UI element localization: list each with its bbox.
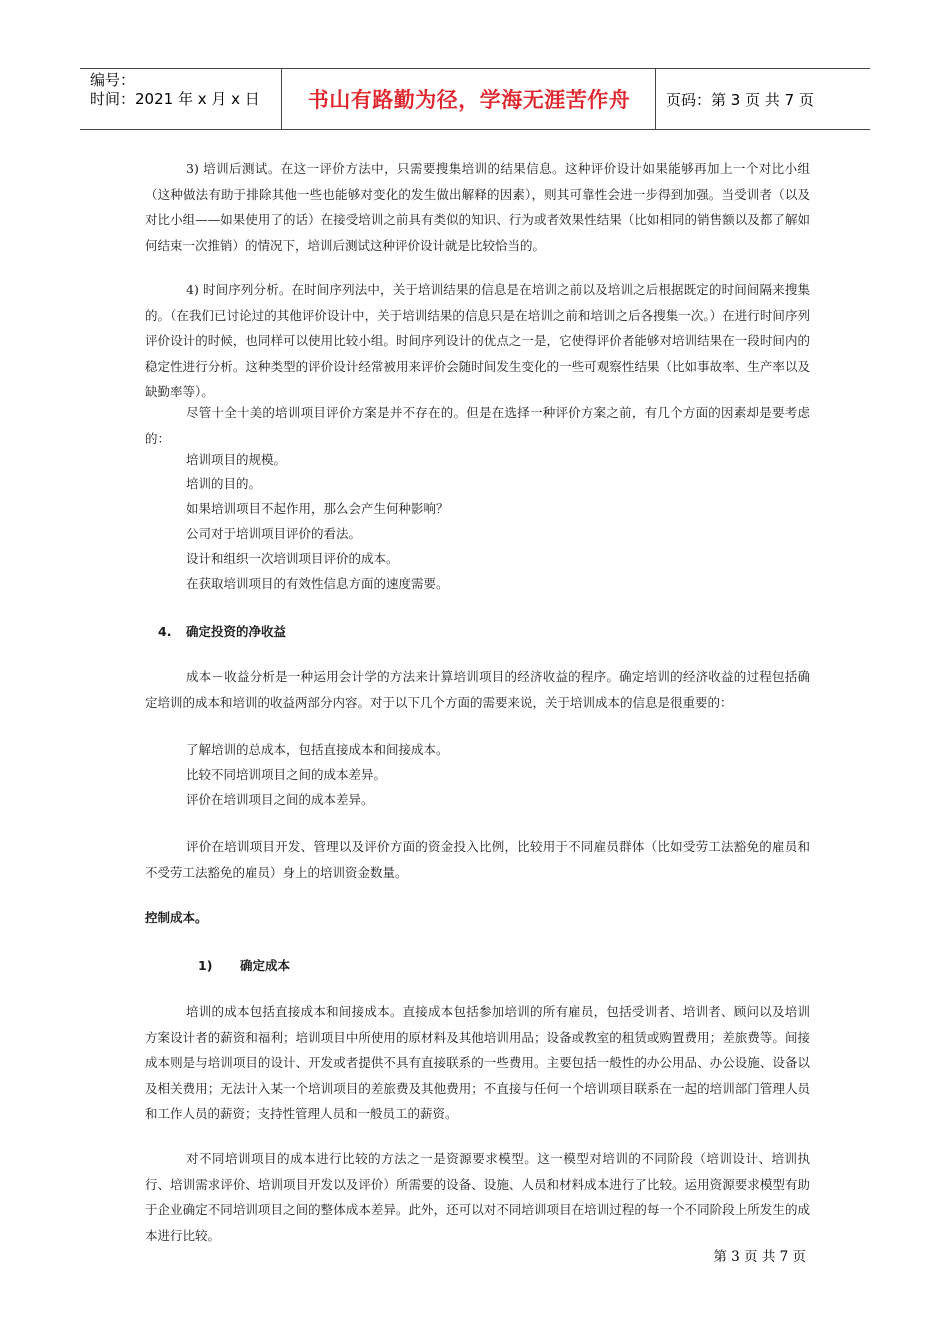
paragraph-funding-ratio: 评价在培训项目开发、管理以及评价方面的资金投入比例，比较用于不同雇员群体（比如受劳工法豁免的雇员和不受劳工法豁免的雇员）身上的培训资金数量。	[145, 839, 810, 880]
header-motto: 书山有路勤为径，学海无涯苦作舟	[307, 88, 631, 112]
list-item: 评价在培训项目之间的成本差异。	[186, 792, 374, 807]
document-number-label: 编号：	[90, 71, 136, 89]
list-item: 如果培训项目不起作用，那么会产生何种影响？	[186, 501, 449, 516]
paragraph-considerations: 尽管十全十美的培训项目评价方案是并不存在的。但是在选择一种评价方案之前，有几个方面的因素却是要考虑的：	[145, 405, 810, 446]
paragraph-time-series: 4) 时间序列分析。在时间序列法中，关于培训结果的信息是在培训之前以及培训之后根据既定的时间间隔来搜集的。（在我们已讨论过的其他评价设计中，关于培训结果的信息只是在培训之前和培训之后各搜集一次。）在进行时间序列评价设计的时候，也同样可以使用比较小组。时间序列设计的优点之一是，它使得评价者能够对培训结果在一段时间内的稳定性进行分析。这种类型的评价设计经常被用来评价会随时间发生变化的一些可观察性结果（比如事故率、生产率以及缺勤率等）。	[145, 282, 810, 399]
list-item: 在获取培训项目的有效性信息方面的速度需要。	[186, 576, 449, 591]
heading-control-cost: 控制成本。	[145, 910, 208, 925]
subsection-number: 1)	[198, 958, 213, 973]
list-item: 培训的目的。	[186, 476, 262, 491]
list-item: 公司对于培训项目评价的看法。	[186, 526, 362, 541]
section-number: 4.	[158, 624, 172, 639]
document-date-label: 时间：2021 年 x 月 x 日	[90, 90, 260, 108]
header-page-number: 页码：第 3 页 共 7 页	[666, 90, 814, 109]
footer-page-number: 第 3 页 共 7 页	[713, 1249, 806, 1265]
paragraph-post-training-test: 3) 培训后测试。在这一评价方法中，只需要搜集培训的结果信息。这种评价设计如果能够再加上一个对比小组（这种做法有助于排除其他一些也能够对变化的发生做出解释的因素），则其可靠性会进一步得到加强。当受训者（以及对比小组——如果使用了的话）在接受培训之前具有类似的知识、行为或者效果性结果（比如相同的销售额以及都了解如何结束一次推销）的情况下，培训后测试这种评价设计就是比较恰当的。	[145, 161, 810, 253]
list-item: 培训项目的规模。	[186, 452, 287, 467]
page-header	[80, 68, 870, 130]
paragraph-cost-benefit: 成本－收益分析是一种运用会计学的方法来计算培训项目的经济收益的程序。确定培训的经济收益的过程包括确定培训的成本和培训的收益两部分内容。对于以下几个方面的需要来说，关于培训成本的信息是很重要的：	[145, 669, 810, 710]
header-divider	[655, 69, 656, 129]
header-divider	[281, 69, 282, 129]
subsection-heading: 确定成本	[240, 958, 291, 973]
paragraph-cost-components: 培训的成本包括直接成本和间接成本。直接成本包括参加培训的所有雇员，包括受训者、培训者、顾问以及培训方案设计者的薪资和福利；培训项目中所使用的原材料及其他培训用品；设备或教室的租赁或购置费用；差旅费等。间接成本则是与培训项目的设计、开发或者提供不具有直接联系的一些费用。主要包括一般性的办公用品、办公设施、设备以及相关费用；无法计入某一个培训项目的差旅费及其他费用；不直接与任何一个培训项目联系在一起的培训部门管理人员和工作人员的薪资；支持性管理人员和一般员工的薪资。	[145, 1004, 810, 1121]
paragraph-resource-model: 对不同培训项目的成本进行比较的方法之一是资源要求模型。这一模型对培训的不同阶段（培训设计、培训执行、培训需求评价、培训项目开发以及评价）所需要的设备、设施、人员和材料成本进行了比较。运用资源要求模型有助于企业确定不同培训项目之间的整体成本差异。此外，还可以对不同培训项目在培训过程的每一个不同阶段上所发生的成本进行比较。	[145, 1151, 810, 1243]
section-heading: 确定投资的净收益	[186, 624, 287, 639]
header-meta	[90, 71, 280, 109]
list-item: 比较不同培训项目之间的成本差异。	[186, 767, 387, 782]
list-item: 设计和组织一次培训项目评价的成本。	[186, 551, 399, 566]
list-item: 了解培训的总成本，包括直接成本和间接成本。	[186, 742, 449, 757]
